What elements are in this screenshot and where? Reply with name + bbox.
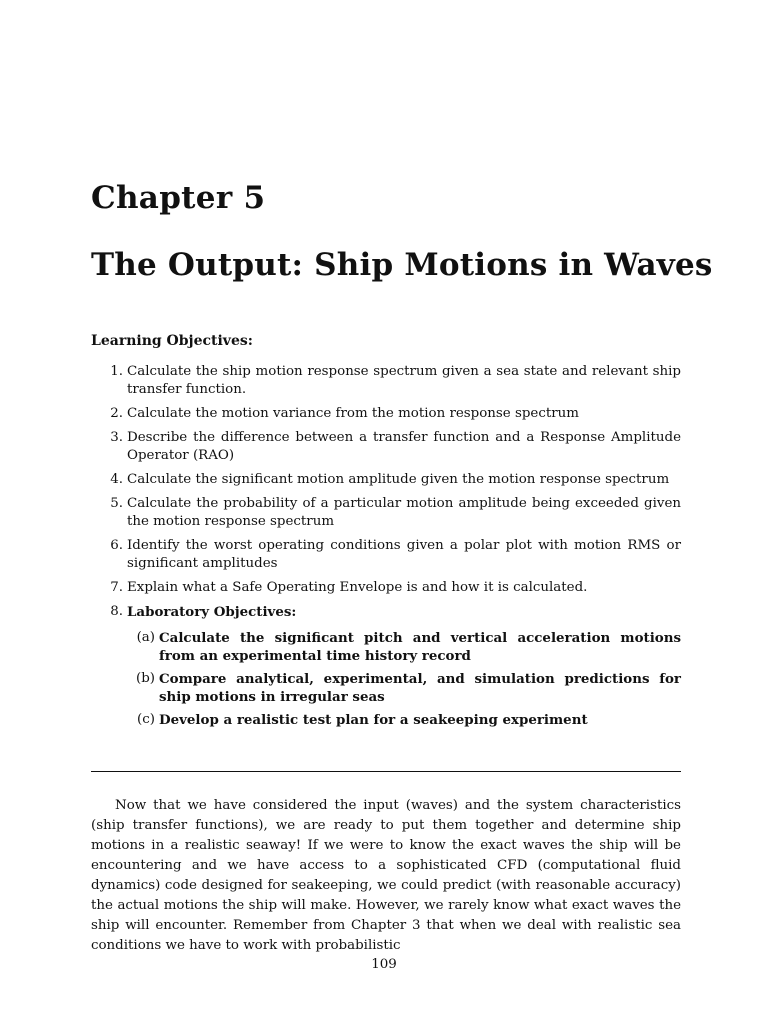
lab-objective-item [127,711,681,729]
objective-text: Calculate the ship motion response spectrum given a sea state and relevant ship transfer function. [127,364,681,397]
objective-text: Calculate the motion variance from the motion response spectrum [127,406,579,421]
objective-number: 2. [110,406,123,421]
body-paragraph: Now that we have considered the input (waves) and the system characteristics (ship transfer functions), we are ready to put them together and determine ship motions in a realistic seaway! If we were to know the exact waves the ship will be encountering and we have access to a sophisticated CFD (computational fluid dynamics) code designed for seakeeping, we could predict (with reasonable accuracy) the actual motions the ship will make. However, we rarely know what exact waves the ship will encounter. Remember from Chapter 3 that when we deal with realistic sea conditions we have to work with probabilistic [91,798,681,953]
objective-number: 6. [110,538,123,553]
laboratory-objectives-list [127,629,681,729]
objective-item [91,363,681,399]
lab-objective-text: Develop a realistic test plan for a seakeeping experiment [159,712,588,728]
laboratory-objectives-heading: Laboratory Objectives: [127,604,297,620]
objective-number: 5. [110,496,123,511]
lab-objective-text: Compare analytical, experimental, and simulation predictions for ship motions in irregular seas [159,671,681,705]
learning-objectives-list [91,363,681,735]
objective-text: Calculate the probability of a particular motion amplitude being exceeded given the motion response spectrum [127,496,681,529]
objective-item [91,537,681,573]
objective-text: Calculate the significant motion amplitude given the motion response spectrum [127,472,670,487]
objective-item [91,429,681,465]
chapter-label: Chapter 5 [91,180,266,216]
lab-objective-text: Calculate the significant pitch and vertical acceleration motions from an experimental time history record [159,630,681,664]
objective-text: Describe the difference between a transfer function and a Response Amplitude Operator (RAO) [127,430,681,463]
objective-text: Identify the worst operating conditions given a polar plot with motion RMS or significant amplitudes [127,538,681,571]
objective-number: 7. [110,580,123,595]
objective-item [91,471,681,489]
lab-objective-item [127,670,681,706]
objective-number: 1. [110,364,123,379]
lab-objective-letter: (b) [135,671,155,686]
chapter-title: The Output: Ship Motions in Waves [91,247,713,283]
lab-objective-letter: (c) [137,712,155,727]
section-divider [91,771,681,772]
objective-number: 4. [110,472,123,487]
objective-item [91,495,681,531]
lab-objective-item [127,629,681,665]
learning-objectives-heading: Learning Objectives: [91,333,253,349]
objective-item [91,405,681,423]
objective-number: 3. [110,430,123,445]
objective-number: 8. [110,604,123,619]
objective-text: Explain what a Safe Operating Envelope is and how it is calculated. [127,580,588,595]
objective-item [91,579,681,597]
page-number: 109 [371,957,397,972]
lab-objective-letter: (a) [136,630,155,645]
objective-item-laboratory [91,603,681,729]
